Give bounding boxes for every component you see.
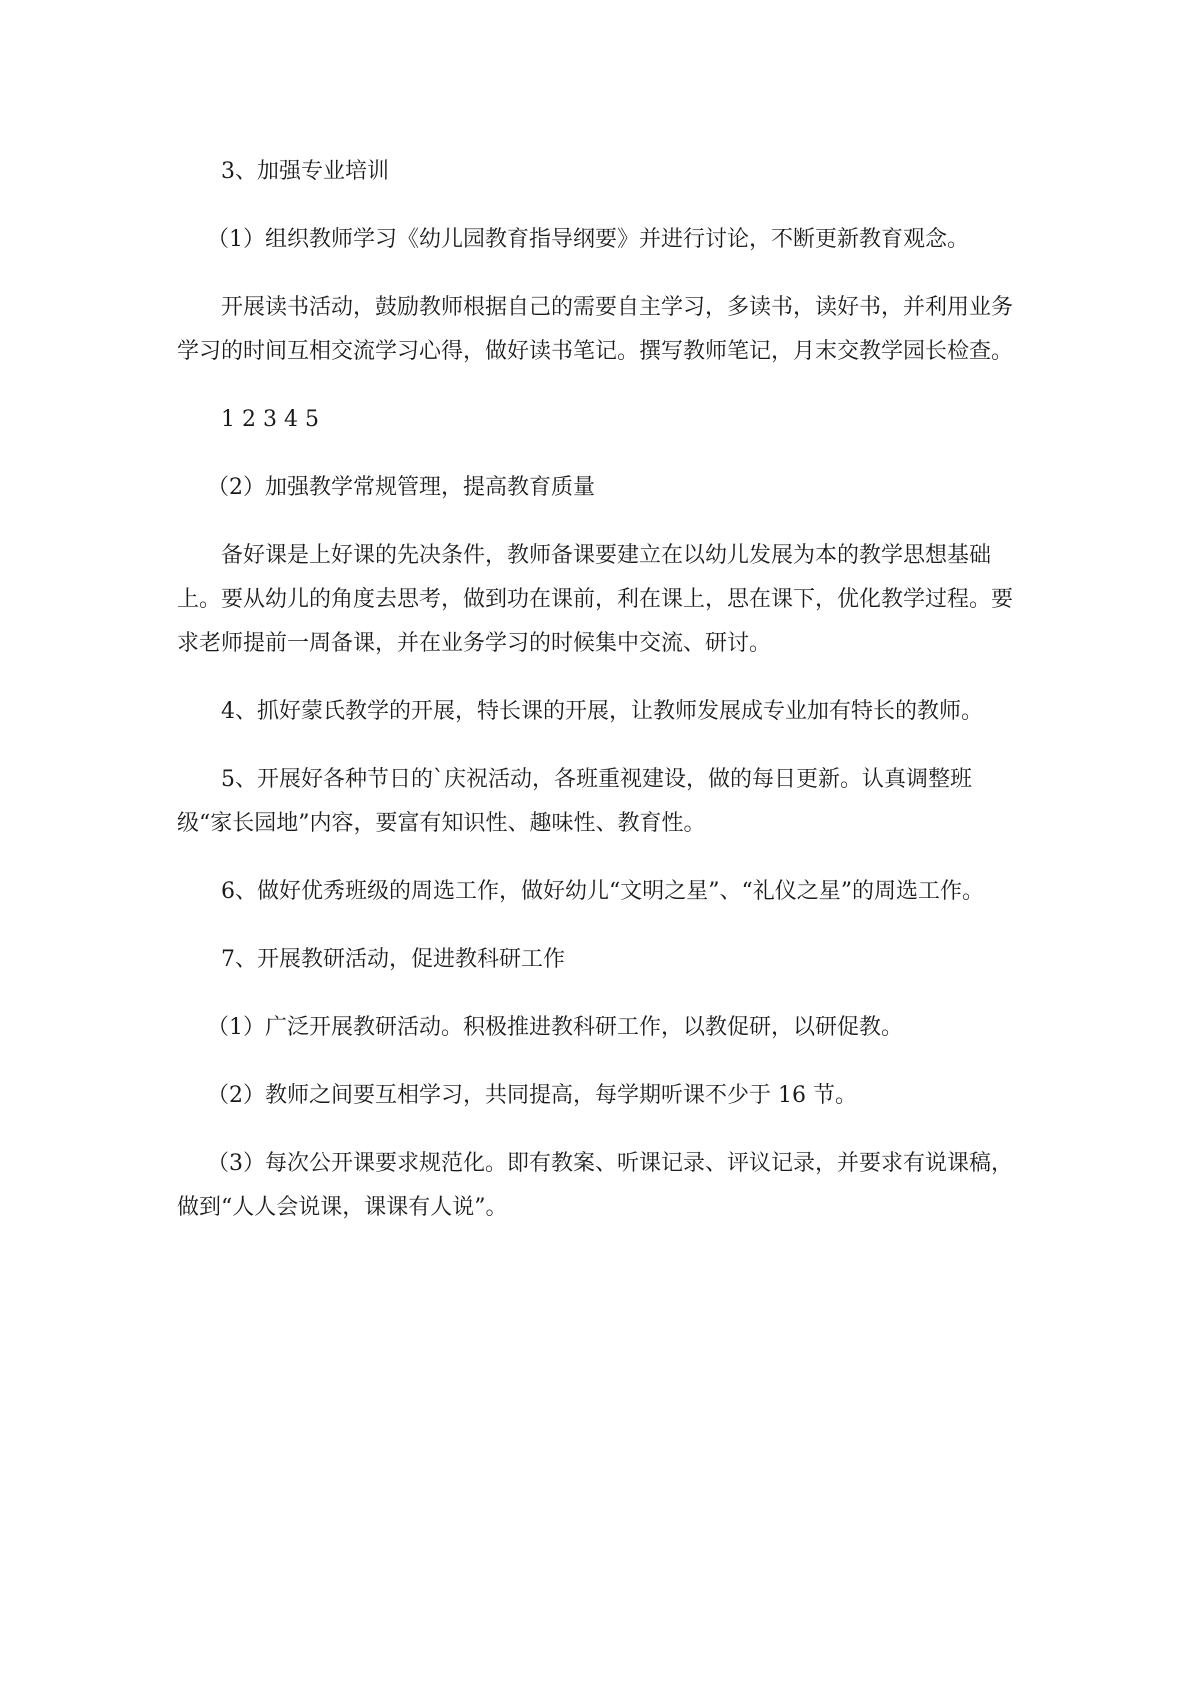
item-study-guidelines: （1）组织教师学习《幼儿园教育指导纲要》并进行讨论，不断更新教育观念。 [207, 227, 969, 252]
item-open-class-standards: （3）每次公开课要求规范化。即有教案、听课记录、评议记录，并要求有说课稿，做到“人人会说课，课课有人说”。 [177, 1151, 1013, 1220]
paragraph-lesson-preparation: 备好课是上好课的先决条件，教师备课要建立在以幼儿发展为本的教学思想基础上。要从幼儿的角度去思考，做到功在课前，利在课上，思在课下，优化教学过程。要求老师提前一周备课，并在业务学习的时候集中交流、研讨。 [177, 543, 1014, 656]
document-body [177, 150, 1017, 1254]
section-weekly-selection: 6、做好优秀班级的周选工作，做好幼儿“文明之星”、“礼仪之星”的周选工作。 [221, 879, 984, 904]
section-heading-professional-training: 3、加强专业培训 [221, 159, 389, 184]
item-research-activities: （1）广泛开展教研活动。积极推进教科研工作，以教促研，以研促教。 [207, 1015, 903, 1040]
item-teaching-management: （2）加强教学常规管理，提高教育质量 [207, 475, 595, 500]
section-montessori-teaching: 4、抓好蒙氏教学的开展，特长课的开展，让教师发展成专业加有特长的教师。 [221, 699, 983, 724]
section-teaching-research: 7、开展教研活动，促进教科研工作 [221, 947, 565, 972]
section-festival-activities: 5、开展好各种节日的`庆祝活动，各班重视建设，做的每日更新。认真调整班级“家长园地”内容，要富有知识性、趣味性、教育性。 [177, 767, 972, 836]
paragraph-reading-activities: 开展读书活动，鼓励教师根据自己的需要自主学习，多读书，读好书，并利用业务学习的时间互相交流学习心得，做好读书笔记。撰写教师笔记，月末交教学园长检查。 [177, 295, 1014, 364]
item-mutual-learning: （2）教师之间要互相学习，共同提高，每学期听课不少于 16 节。 [207, 1083, 857, 1108]
number-sequence: 1 2 3 4 5 [221, 407, 319, 432]
